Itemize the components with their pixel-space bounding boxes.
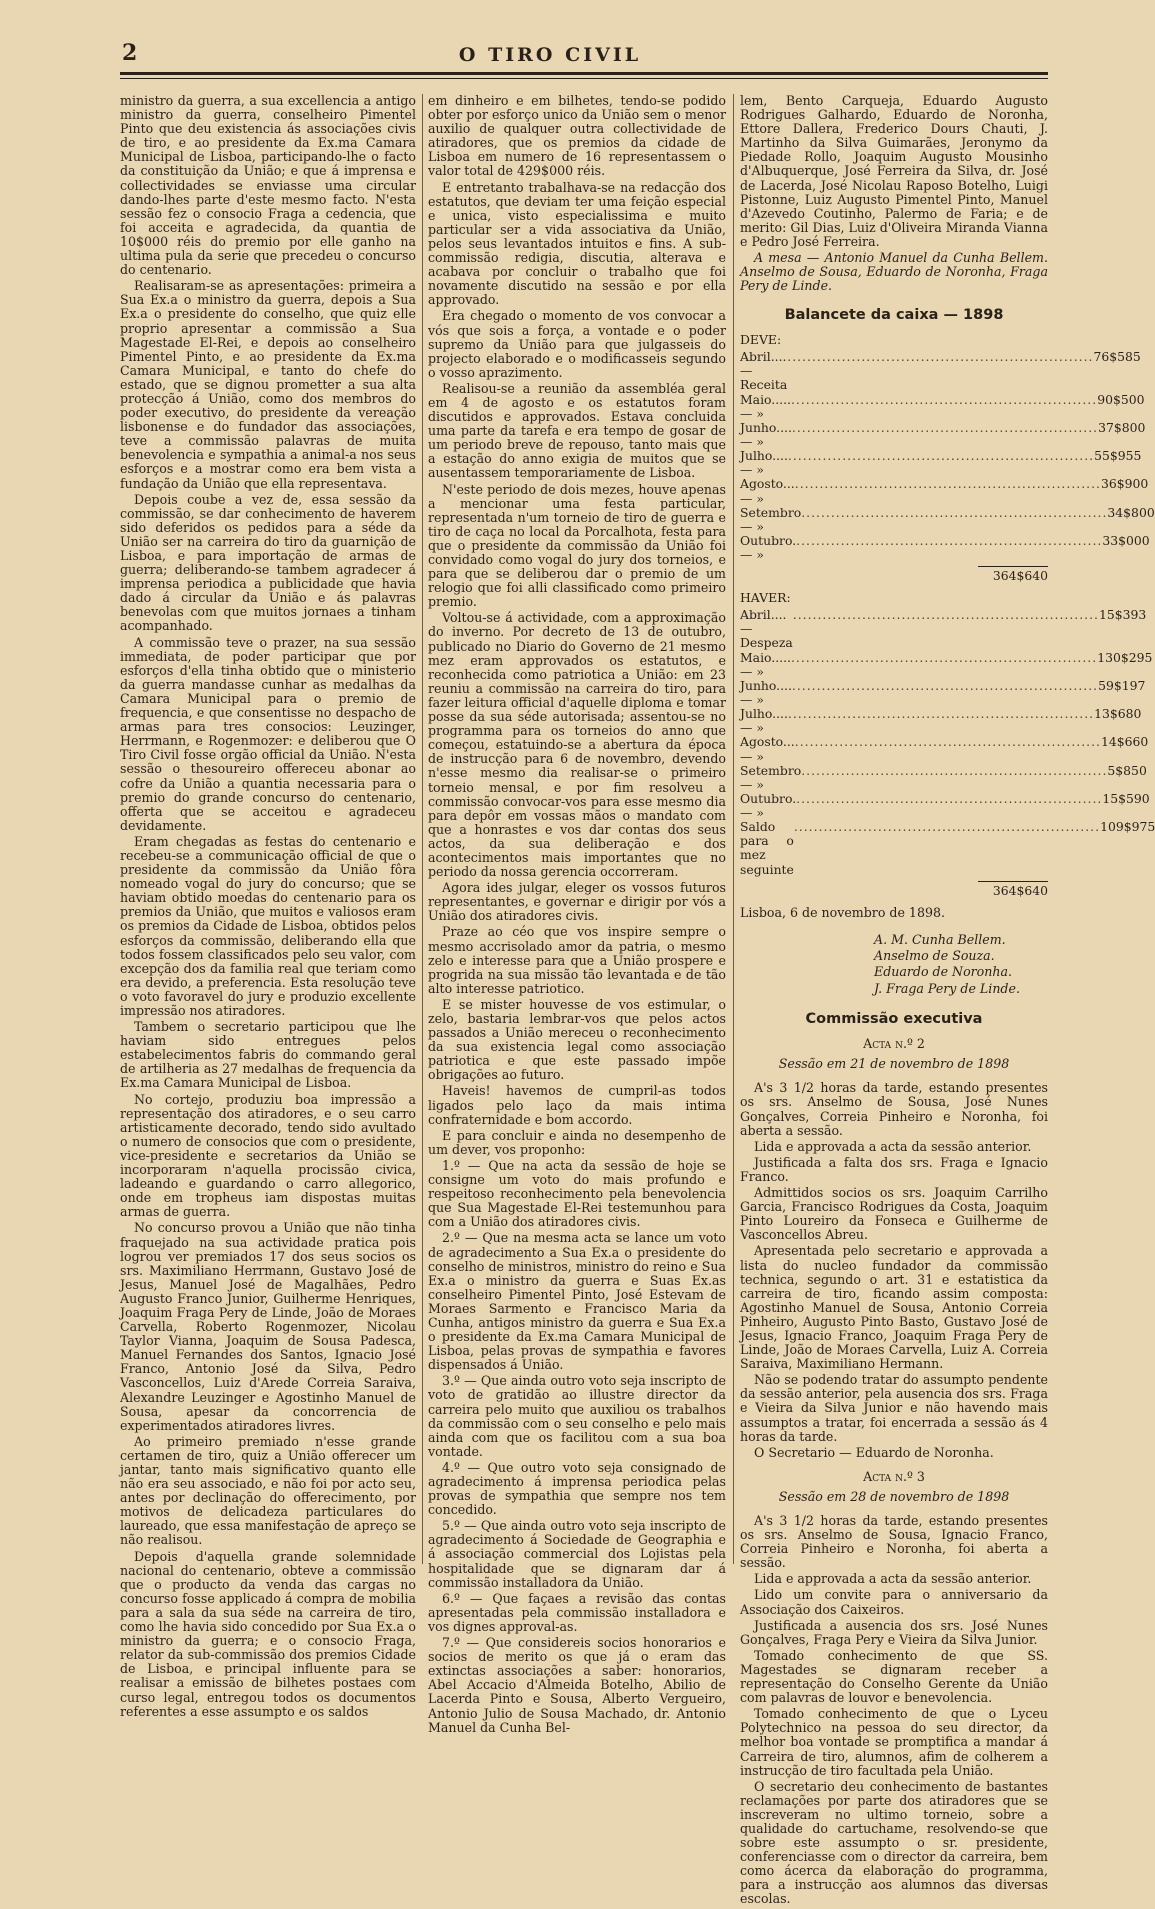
ledger-label: Julho.... — » [740,706,788,736]
ledger-value: 37$800 [1098,419,1146,435]
paragraph: Agora ides julgar, eleger os vossos futuros representantes, e governar e dirigir por vós a União dos atiradores civis. [428,880,726,924]
leader-dots: .............................................................. [793,819,1101,835]
paragraph: E se mister houvesse de vos estimular, o zelo, bastaria lembrar-vos que pelos actos passados a União mereceu o reconhecimento da sua existencia legal como associação patriotica e que este passado impõe obrigações ao futuro. [428,996,726,1083]
ledger-label: Outubro. — » [740,533,797,563]
proposal-item: 4.º — Que outro voto seja consignado de agradecimento á imprensa periodica pelas provas de sympathia que sempre nos tem concedido. [428,1459,726,1518]
header-rule-thin [120,78,1048,79]
proposal-item: 5.º — Que ainda outro voto seja inscripto de agradecimento á Sociedade de Geographia e á associação commercial dos Lojistas pela hospitalidade que se dignaram dar á commissão installadora da União. [428,1518,726,1590]
leader-dots: .............................................................. [787,448,1095,464]
ledger-label: Maio..... — » [740,391,791,421]
paragraph: No concurso provou a União que não tinha fraquejado na sua actividade pratica pois logrou ver premiados 17 dos seus socios os srs. Maximiliano Herrmann, Gustavo José de Jesus, Manuel José de Magalhães, Pedro Augusto Franco Junior, Guilherme Henriques, Joaquim Fraga Pery de Linde, João de Moraes Carvella, Roberto Rogenmozer, Nicolau Taylor Vianna, Joaquim de Sousa Padesca, Manuel Fernandes dos Santos, Ignacio José Franco, Antonio José da Silva, Pedro Vasconcellos, Luiz d'Arede Correia Saraiva, Alexandre Leuzinger e Agostinho Manuel de Sousa, apesar da concorrencia de experimentados atiradores livres. [120,1220,416,1433]
ledger-label: Junho.... — » [740,677,792,707]
signature: J. Fraga Pery de Linde. [874,980,1020,996]
paragraph: A commissão teve o prazer, na sua sessão immediata, de poder participar que por esforços d'ella tinha obtido que o ministerio da guerra mandasse cunhar as medalhas da Camara Municipal para o premio de frequencia, e que consentisse no despacho de armas para tres consocios: Leuzinger, Herrmann, e Rogenmozer: e deliberou que O Tiro Civil fosse orgão official da União. N'esta sessão o thesoureiro offereceu abonar ao cofre da União a quantia necessaria para o premio do grande concurso do centenario, offerta que se acceitou e agradeceu devidamente. [120,634,416,833]
balancete-title: Balancete da caixa — 1898 [784,307,1004,324]
proposal-item: 3.º — Que ainda outro voto seja inscripto de voto de gratidão ao illustre director da carreira pelo muito que auxiliou os trabalhos da commissão com o seu conselho e pelo mais ainda com que os facilitou com a sua boa vontade. [428,1373,726,1459]
ledger-label: Julho.... — » [740,448,788,478]
column-1 [120,94,416,1721]
ledger-value: 130$295 [1097,649,1153,665]
paragraph: Realisaram-se as apresentações: primeira a Sua Ex.a o ministro da guerra, depois a Sua Ex.a o presidente do conselho, que quiz elle proprio apresentar a commissão a Sua Magestade El-Rei, e depois ao conselheiro Pimentel Pinto, e ao presidente da Ex.ma Camara Municipal, e tanto do chefe do estado, que se dignou prometter a sua alta protecção á União, como dos membros do poder executivo, do presidente da vereação lisbonense e do fundador das associações, teve a commissão palavras de muita benevolencia e sympathia a animal-a nos seus esforços e a mostrar como era bem vista a fundação da União que ella representava. [120,278,416,491]
secretary-signature: O Secretario — Eduardo de Noronha. [754,1444,994,1460]
deve-row [740,476,1149,506]
haver-rows [740,607,1155,877]
signature: Eduardo de Noronha. [874,964,1012,980]
paragraph: em dinheiro e em bilhetes, tendo-se podido obter por esforço unico da União sem o menor auxilio de qualquer outra collectividade de atiradores, que os premios da cidade de Lisboa em numero de 16 representassem o valor total de 429$000 réis. [428,93,726,179]
ledger-value: 36$900 [1100,476,1149,492]
proposal-item: 1.º — Que na acta da sessão de hoje se consigne um voto do mais profundo e respeitoso reconhecimento pela benevolencia que Sua Magestade El-Rei testemunhou para com a União dos atiradores civis. [428,1157,726,1230]
acta-3-title: Acta n.º 3 [863,1468,925,1484]
ledger-value: 90$500 [1097,391,1145,407]
ledger-label: Saldo para o mez seguinte [740,819,794,877]
leader-dots: .............................................................. [796,533,1103,549]
ledger-value: 59$197 [1098,677,1146,693]
deve-row [740,391,1145,421]
paragraph: Ao primeiro premiado n'esse grande certamen de tiro, quiz a União offerecer um jantar, tanto mais significativo quanto elle não era seu associado, e não foi por acto seu, antes por declinação do offerecimento, por motivos de delicadeza particulares do laureado, que essa manifestação de apreço se não realisou. [120,1433,416,1548]
haver-row [740,677,1146,707]
ledger-label: Setembro — » [740,504,802,534]
ledger-label: Junho.... — » [740,419,792,450]
ledger-value: 109$975 [1100,819,1155,835]
haver-row [740,649,1153,679]
leader-dots: .............................................................. [791,419,1099,435]
leader-dots: .............................................................. [801,504,1108,520]
signature: Anselmo de Souza. [874,948,995,964]
ledger-label: Agosto... — » [740,734,795,764]
paragraph: lem, Bento Carqueja, Eduardo Augusto Rodrigues Galhardo, Eduardo de Noronha, Ettore Dallera, Frederico Dours Chauti, J. Martinho da Silva Guimarães, Jeronymo da Piedade Rollo, Joaquim Augusto Mousinho d'Albuquerque, José Ferreira da Silva, dr. José de Lacerda, José Nicolau Raposo Botelho, Luigi Pistonne, Luiz Augusto Pimentel Pinto, Manuel d'Azevedo Coutinho, Palermo de Faria; e de merito: Gil Dias, Luiz d'Oliveira Miranda Vianna e Pedro José Ferreira. [740,93,1048,249]
haver-row [740,706,1142,736]
balancete-ledger [740,332,1155,898]
haver-row [740,790,1150,821]
haver-row [740,734,1149,764]
paragraph: O secretario deu conhecimento de bastantes reclamações por parte dos atiradores que se inscreveram no ultimo torneio, sobre a qualidade do cartuchame, resolvendo-se que sobre este assumpto o sr. presidente, conferenciasse com o director da carreira, bem como ácerca da elaboração do programma, para a instrucção aos alumnos das diversas escolas. [740,1778,1048,1907]
paragraph: Apresentada pelo secretario e approvada a lista do nucleo fundador da commissão technica, segundo o art. 31 e estatistica da carreira de tiro, ficando assim composta: Agostinho Manuel de Sousa, Antonio Correia Pinheiro, Augusto Pinto Basto, Gustavo José de Jesus, Ignacio Franco, Joaquim Fraga Pery de Linde, João de Moraes Carvella, Luiz A. Correia Saraiva, Maximiliano Hermann. [740,1243,1048,1372]
ledger-value: 76$585 [1093,349,1141,365]
ledger-label: Maio..... — » [740,649,791,679]
paragraph: Haveis! havemos de cumpril-as todos ligados pelo laço da mais intima confraternidade e bom accordo. [428,1083,726,1127]
header-rule-thick [120,72,1048,75]
haver-total: 364$640 [978,881,1048,898]
paragraph: Tambem o secretario participou que lhe haviam sido entregues pelos estabelecimentos fabris do commando geral de artilheria as 27 medalhas de frequencia da Ex.ma Camara Municipal de Lisboa. [120,1019,416,1091]
leader-dots: .............................................................. [790,391,1098,407]
ledger-value: 34$800 [1107,504,1155,520]
haver-row [740,762,1147,792]
leader-dots: .............................................................. [794,476,1101,492]
signature: A. M. Cunha Bellem. [874,931,1006,947]
column-2 [428,94,726,1737]
paragraph: Justificada a ausencia dos srs. José Nunes Gonçalves, Fraga Pery e Vieira da Silva Junior. [740,1617,1048,1647]
paragraph: Lida e approvada a acta da sessão anterior. [754,1571,1032,1587]
leader-dots: .............................................................. [794,734,1101,750]
paragraph: Admittidos socios os srs. Joaquim Carrilho Garcia, Francisco Rodrigues da Costa, Joaquim Pinto Loureiro da Fonseca e Guilherme de Vasconcellos Abreu. [740,1185,1048,1243]
paragraph: Era chegado o momento de vos convocar a vós que sois a força, a vontade e o poder supremo da União para que julgasseis do projecto elaborado e o modificasseis segundo o vosso aprazimento. [428,308,726,380]
deve-label: DEVE: [740,332,782,348]
paragraph: Tomado conhecimento de que o Lyceu Polytechnico na pessoa do seu director, da melhor boa vontade se promptifica a mandar á Carreira de tiro, alumnos, afim de colherem a instrucção de tiro facultada pela União. [740,1706,1048,1778]
proposal-item: 6.º — Que façaes a revisão das contas apresentadas pela commissão installadora e vos dignes approval-as. [428,1590,726,1634]
column-3 [740,93,1155,1909]
paragraph: Eram chegadas as festas do centenario e recebeu-se a communicação official de que o presidente da commissão da União fôra nomeado vogal do jury do concurso; que se haviam obtido moedas do centenario para os premios da União, que muitos e valiosos eram os premios da Cidade de Lisboa, obtidos pelos esforços da commissão, deliberando ella que todos fossem classificados pelo seu valor, com excepção dos da familia real que teriam como era devido, a preferencia. Esta resolução teve o voto favoravel do jury e produzio excellente impressão nos atiradores. [120,833,416,1018]
paragraph: ministro da guerra, a sua excellencia a antigo ministro da guerra, conselheiro Pimentel Pinto que deu existencia ás associações civis de tiro, e ao presidente da Ex.ma Camara Municipal de Lisboa, participando-lhe o facto da constituição da União; e que á imprensa e collectividades se enviasse uma circular dando-lhes parte d'este mesmo facto. N'esta sessão fez o consocio Fraga a cedencia, que foi acceita e agradecida, da quantia de 10$000 réis do premio por elle ganho na ultima pula da serie que precedeu o concurso do centenario. [120,93,416,278]
leader-dots: .............................................................. [801,762,1108,778]
paragraph: Lido um convite para o anniversario da Associação dos Caixeiros. [740,1587,1048,1617]
ledger-label: Agosto... — » [740,476,795,506]
paragraph: Lida e approvada a acta da sessão anterior. [754,1138,1032,1154]
leader-dots: .............................................................. [790,649,1098,665]
ledger-value: 14$660 [1100,734,1149,750]
paragraph: Tomado conhecimento de que SS. Magestades se dignaram receber a representação do Conselho Gerente da União com palavras de louvor e benevolencia. [740,1647,1048,1706]
ledger-value: 33$000 [1102,533,1150,549]
acta-2-session: Sessão em 21 de novembro de 1898 [778,1056,1010,1072]
ledger-value: 55$955 [1094,448,1142,464]
paragraph: A's 3 1/2 horas da tarde, estando presentes os srs. Anselmo de Sousa, Ignacio Franco, Correia Pinheiro e Noronha, foi aberta a sessão. [740,1513,1048,1571]
paragraph: Voltou-se á actividade, com a approximação do inverno. Por decreto de 13 de outubro, publicado no Diario do Governo de 21 mesmo mez eram approvados os estatutos, e reconhecida como patriotica a União: em 23 reuniu a commissão na carreira do tiro, para fazer leitura official d'aquelle diploma e tomar posse da sua séde autorisada; assentou-se no programma para os torneios do anno que começou, estatuindo-se a abertura da época de instrucção para 6 de novembro, devendo n'esse mesmo dia realisar-se o primeiro torneio mensal, e por fim resolveu a commissão convocar-vos para esse mesmo dia para depôr em vossas mãos o mandato com que a honrastes e vos dar contas dos seus actos, da sua deliberação e dos acontecimentos mais importantes que no periodo da nossa gerencia occorreram. [428,610,726,880]
page-number: 2 [122,40,138,66]
paragraph: No cortejo, produziu boa impressão a representação dos atiradores, e o seu carro artisticamente decorado, tendo sido avultado o numero de consocios que com o presidente, vice-presidente e secretarios da União se incorporaram n'aquella procissão civica, ladeando e guardando o carro allegorico, onde em tropheus iam dispostas muitas armas de guerra. [120,1091,416,1220]
deve-row [740,533,1150,563]
masthead: O TIRO CIVIL [458,44,642,66]
ledger-value: 15$393 [1099,607,1147,623]
paragraph: N'este periodo de dois mezes, houve apenas a mencionar uma festa particular, representada n'um torneio de tiro de guerra e tiro de caça no local da Porcalhota, festa para que o presidente da commissão da União foi convidado como vogal do jury dos torneios, e para que se deliberou dar o premio de um relogio que foi alli classificado como primeiro premio. [428,481,726,610]
leader-dots: .............................................................. [787,349,1094,365]
leader-dots: .............................................................. [796,790,1103,806]
paragraph: E entretanto trabalhava-se na redacção dos estatutos, que deviam ter uma feição especial e unica, visto especialissima e muito particular ser a vida associativa da União, pelos seus levantados intuitos e fins. A sub-commissão redigia, discutia, alterava e acabava por concluir o trabalho que foi novamente discutido na sessão e por ella approvado. [428,179,726,308]
haver-row [740,607,1147,651]
deve-total: 364$640 [978,566,1048,583]
deve-row [740,448,1142,478]
deve-row [740,504,1155,534]
place-date: Lisboa, 6 de novembro de 1898. [740,904,945,920]
ledger-value: 13$680 [1094,706,1142,722]
deve-row [740,419,1146,450]
deve-rows [740,349,1155,563]
paragraph: Justificada a falta dos srs. Fraga e Ignacio Franco. [740,1154,1048,1184]
paragraph: A's 3 1/2 horas da tarde, estando presentes os srs. Anselmo de Sousa, José Nunes Gonçalves, Correia Pinheiro e Noronha, foi aberta a sessão. [740,1080,1048,1138]
acta-3-session: Sessão em 28 de novembro de 1898 [778,1488,1010,1504]
ledger-label: Abril.... — Receita [740,349,788,393]
leader-dots: .............................................................. [791,677,1099,693]
leader-dots: .............................................................. [787,706,1095,722]
paragraph: Depois coube a vez de, essa sessão da commissão, se dar conhecimento de haverem sido deferidos os pedidos para a séde da União ser na carreira do tiro da guarnição de Lisboa, e para importação de armas de guerra; deliberando-se tambem agradecer á imprensa periodica a publicidade que havia dado á circular da União e ás palavras benevolas com que muitos jornaes a tinham acompanhado. [120,491,416,634]
haver-row [740,819,1155,877]
column-divider [733,94,734,1564]
paragraph: Depois d'aquella grande solemnidade nacional do centenario, obteve a commissão que o producto da venda das cargas no concurso fosse applicado á compra de mobilia para a sala da sua séde na carreira de tiro, como lhe havia sido concedido por Sua Ex.a o ministro da guerra; e o consocio Fraga, relator da sub-commissão dos premios Cidade de Lisboa, e principal influente para se realisar a emissão de bilhetes postaes com curso legal, entregou todos os documentos referentes a esse assumpto e os saldos [120,1548,416,1719]
paragraph: E para concluir e ainda no desempenho de um dever, vos proponho: [428,1127,726,1157]
ledger-label: Abril.... — Despeza [740,607,793,651]
leader-dots: .............................................................. [792,607,1099,623]
deve-row [740,349,1141,393]
ledger-label: Setembro — » [740,762,802,792]
paragraph: Realisou-se a reunião da assembléa geral em 4 de agosto e os estatutos foram discutidos e approvados. Estava concluida uma parte da tarefa e era tempo de gosar de um periodo breve de repouso, tanto mais que a estação do anno exigia de muitos que se ausentassem temporariamente de Lisboa. [428,380,726,481]
paragraph: Praze ao céo que vos inspire sempre o mesmo accrisolado amor da patria, o mesmo zelo e interesse para que a União prospere e progrida na sua missão tão levantada e de tão alto interesse patriotico. [428,924,726,996]
mesa-signatures: A mesa — Antonio Manuel da Cunha Bellem. Anselmo de Sousa, Eduardo de Noronha, Fraga Pery de Linde. [740,250,1048,294]
haver-label: HAVER: [740,590,791,606]
proposal-item: 2.º — Que na mesma acta se lance um voto de agradecimento a Sua Ex.a o presidente do conselho de ministros, ministro do reino e Sua Ex.a o ministro da guerra e Suas Ex.as conselheiro Pimentel Pinto, José Estevam de Moraes Sarmento e Francisco Maria da Cunha, antigos ministro da guerra e Sua Ex.a o presidente da Ex.ma Camara Municipal de Lisboa, pelas provas de sympathia e favores dispensados á União. [428,1230,726,1373]
signature-block [874,932,1048,997]
proposal-item: 7.º — Que considereis socios honorarios e socios de merito os que já o eram das extinctas associações a saber: honorarios, Abel Accacio d'Almeida Botelho, Abilio de Lacerda Pinto e Sousa, Alberto Vergueiro, Antonio Julio de Sousa Machado, dr. Antonio Manuel da Cunha Bel- [428,1635,726,1735]
ledger-value: 15$590 [1102,790,1150,806]
ledger-value: 5$850 [1107,762,1147,778]
acta-2-title: Acta n.º 2 [863,1036,925,1052]
paragraph: Não se podendo tratar do assumpto pendente da sessão anterior, pela ausencia dos srs. Fraga e Vieira da Silva Junior e não havendo mais assumptos a tratar, foi encerrada a sessão ás 4 horas da tarde. [740,1372,1048,1444]
column-divider [422,94,423,1564]
ledger-label: Outubro. — » [740,790,797,821]
commissao-title: Commissão executiva [805,1011,983,1028]
